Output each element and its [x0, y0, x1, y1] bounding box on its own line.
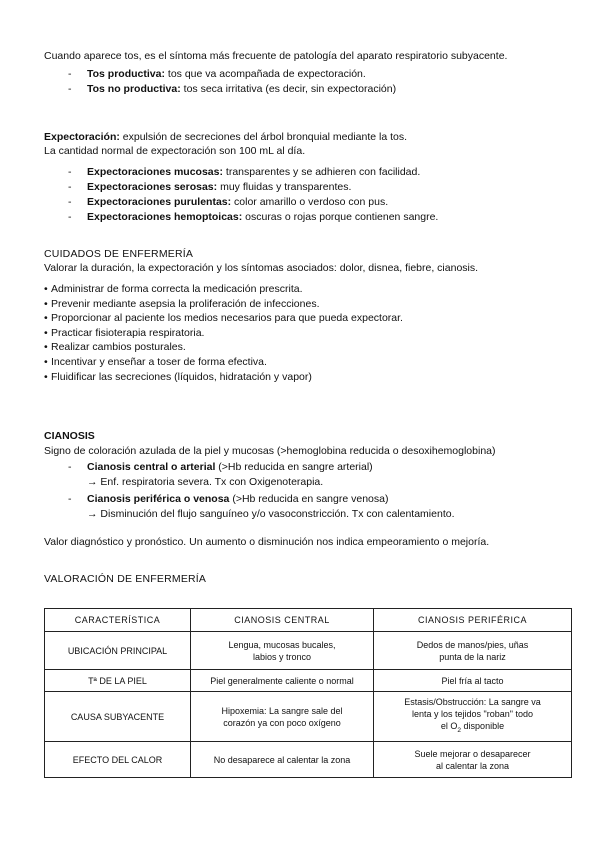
list-item: - Expectoraciones hemoptoicas: oscuras o rojas porque contienen sangre.	[68, 210, 439, 223]
list-item: - Tos productiva: tos que va acompañada de expectoración.	[68, 67, 366, 80]
cianosis-periferica-note: → Disminución del flujo sanguíneo y/o vasoconstricción. Tx con calentamiento.	[87, 507, 455, 520]
tos-productiva-label: Tos productiva:	[87, 67, 165, 80]
list-item: • Proporcionar al paciente los medios necesarios para que pueda expectorar.	[44, 312, 403, 325]
table-header: CARACTERÍSTICA	[45, 609, 191, 632]
list-item: - Tos no productiva: tos seca irritativa (es decir, sin expectoración)	[68, 82, 397, 95]
table-cell: EFECTO DEL CALOR	[45, 742, 191, 778]
cianosis-definition: Signo de coloración azulada de la piel y mucosas (>hemoglobina reducida o desoxihemoglobina)	[44, 444, 496, 457]
table-header: CIANOSIS PERIFÉRICA	[374, 609, 572, 632]
table-row	[45, 742, 572, 778]
expectoracion-definition: Expectoración: expulsión de secreciones del árbol bronquial mediante la tos.	[44, 130, 408, 143]
list-item: • Practicar fisioterapia respiratoria.	[44, 326, 205, 339]
list-item: - Expectoraciones purulentas: color amarillo o verdoso con pus.	[68, 195, 389, 208]
table-cell: UBICACIÓN PRINCIPAL	[45, 632, 191, 670]
list-item: • Prevenir mediante asepsia la proliferación de infecciones.	[44, 297, 320, 310]
cianosis-list	[44, 460, 564, 475]
table-cell: Piel generalmente caliente o normal	[191, 670, 374, 692]
list-item: - Expectoraciones serosas: muy fluidas y transparentes.	[68, 180, 352, 193]
table-cell: Suele mejorar o desaparecer al calentar la zona	[374, 742, 572, 778]
table-cell: Piel fría al tacto	[374, 670, 572, 692]
cell-causa-periferica: Estasis/Obstrucción: La sangre va lenta y los tejidos "roban" todo	[404, 697, 541, 720]
table-header-row	[45, 609, 572, 632]
cuidados-intro: Valorar la duración, la expectoración y los síntomas asociados: dolor, disnea, fiebre, cianosis.	[44, 261, 479, 274]
expectoracion-normal: La cantidad normal de expectoración son 100 mL al día.	[44, 145, 306, 157]
tos-productiva-text: tos que va acompañada de expectoración.	[164, 67, 366, 80]
list-item: • Incentivar y enseñar a toser de forma efectiva.	[44, 355, 267, 368]
table-cell: Hipoxemia: La sangre sale del corazón ya con poco oxígeno	[191, 692, 374, 742]
cianosis-central-note: → Enf. respiratoria severa. Tx con Oxigenoterapia.	[87, 476, 324, 489]
table-header: CIANOSIS CENTRAL	[191, 609, 374, 632]
cell-o2-line: el $O_2$ disponible	[440, 721, 505, 734]
table-cell: CAUSA SUBYACENTE	[45, 692, 191, 742]
expectoracion-label: Expectoración:	[44, 130, 120, 143]
list-item: - Expectoraciones mucosas: transparentes y se adhieren con facilidad.	[68, 165, 421, 178]
tos-no-productiva-label: Tos no productiva:	[87, 82, 181, 95]
cuidados-heading: CUIDADOS DE ENFERMERÍA	[44, 247, 194, 260]
list-item: • Realizar cambios posturales.	[44, 341, 186, 354]
document-page	[44, 49, 564, 586]
cianosis-valor: Valor diagnóstico y pronóstico. Un aumento o disminución nos indica empeoramiento o mejoría.	[44, 536, 490, 549]
table-cell: Dedos de manos/pies, uñas punta de la nariz	[374, 632, 572, 670]
cianosis-list-2	[44, 492, 564, 507]
table-row	[45, 632, 572, 670]
table-cell	[374, 692, 572, 742]
list-item: - Cianosis central o arterial (>Hb reducida en sangre arterial)	[68, 461, 373, 474]
tos-list	[44, 67, 564, 97]
table-cell: Tª DE LA PIEL	[45, 670, 191, 692]
tos-no-productiva-text: tos seca irritativa (es decir, sin expectoración)	[180, 82, 397, 95]
table-row	[45, 692, 572, 742]
valoracion-table	[44, 608, 572, 778]
valoracion-heading: VALORACIÓN DE ENFERMERÍA	[44, 572, 207, 585]
table-cell: Lengua, mucosas bucales, labios y tronco	[191, 632, 374, 670]
list-item: - Cianosis periférica o venosa (>Hb reducida en sangre venosa)	[68, 492, 389, 505]
expectoracion-list	[44, 165, 564, 225]
table-row	[45, 670, 572, 692]
list-item: • Fluidificar las secreciones (líquidos, hidratación y vapor)	[44, 370, 312, 383]
tos-intro: Cuando aparece tos, es el síntoma más frecuente de patología del aparato respiratorio subyacente.	[44, 50, 508, 62]
table-cell: No desaparece al calentar la zona	[191, 742, 374, 778]
cianosis-heading: CIANOSIS	[44, 430, 95, 443]
list-item: • Administrar de forma correcta la medicación prescrita.	[44, 283, 303, 295]
cuidados-list	[44, 282, 564, 384]
